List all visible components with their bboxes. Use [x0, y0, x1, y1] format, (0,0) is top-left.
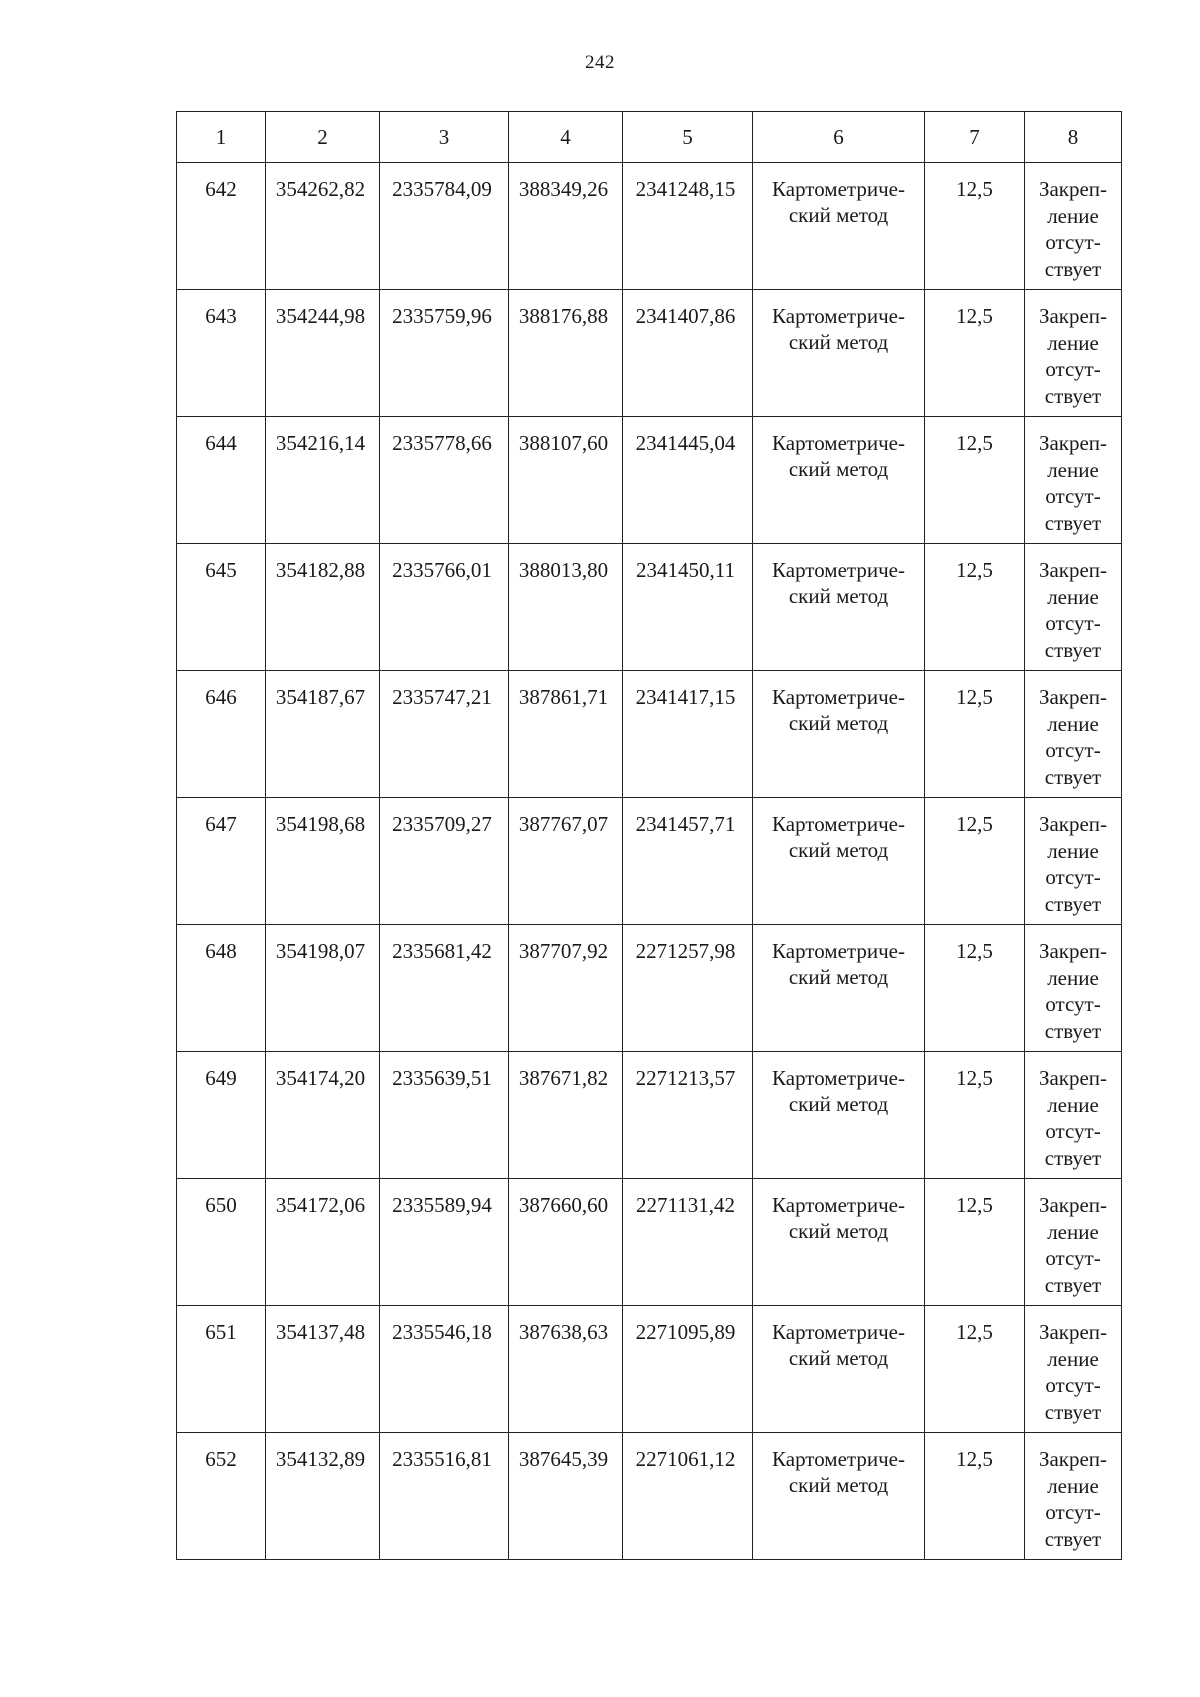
accuracy-cell: 12,5: [925, 1052, 1025, 1179]
fixation-cell-line: отсут-: [1045, 1119, 1101, 1143]
coordinate-cell-3: 2335784,09: [380, 163, 509, 290]
point-number-cell: 652: [177, 1433, 266, 1560]
coordinate-cell-4: 387707,92: [509, 925, 623, 1052]
fixation-cell-line: ствует: [1044, 891, 1102, 916]
coordinate-cell-2: 354174,20: [266, 1052, 380, 1179]
coordinate-cell-4: 387660,60: [509, 1179, 623, 1306]
point-number-cell: 648: [177, 925, 266, 1052]
coordinate-cell-3: 2335639,51: [380, 1052, 509, 1179]
coordinate-cell-5: 2341248,15: [623, 163, 753, 290]
fixation-cell-line: Закреп-: [1038, 177, 1108, 201]
table-row: [177, 163, 1122, 290]
fixation-cell-line: отсут-: [1045, 611, 1101, 635]
fixation-cell-line: отсут-: [1045, 865, 1101, 889]
coordinate-cell-3: 2335747,21: [380, 671, 509, 798]
coordinate-cell-3: 2335778,66: [380, 417, 509, 544]
method-cell-line: Картометриче-: [772, 812, 905, 836]
coordinate-cell-2: 354198,07: [266, 925, 380, 1052]
table-row: [177, 1306, 1122, 1433]
method-cell-line: ский метод: [788, 1092, 889, 1116]
point-number-cell: 651: [177, 1306, 266, 1433]
table-row: [177, 544, 1122, 671]
fixation-cell-line: ление: [1047, 838, 1099, 863]
coordinate-cell-5: 2341445,04: [623, 417, 753, 544]
fixation-cell: [1025, 544, 1122, 671]
coordinate-cell-3: 2335589,94: [380, 1179, 509, 1306]
coordinate-cell-5: 2271131,42: [623, 1179, 753, 1306]
table-row: [177, 290, 1122, 417]
table-row: [177, 671, 1122, 798]
coordinate-cell-2: 354198,68: [266, 798, 380, 925]
column-header-5: 5: [623, 112, 753, 163]
fixation-cell-line: Закреп-: [1038, 939, 1108, 963]
fixation-cell-line: ление: [1047, 1473, 1099, 1498]
accuracy-cell: 12,5: [925, 290, 1025, 417]
fixation-cell-line: ление: [1047, 330, 1099, 355]
method-cell-line: ский метод: [788, 457, 889, 481]
column-header-7: 7: [925, 112, 1025, 163]
accuracy-cell: 12,5: [925, 671, 1025, 798]
coordinate-cell-5: 2271061,12: [623, 1433, 753, 1560]
fixation-cell: [1025, 1306, 1122, 1433]
coordinate-cell-3: 2335759,96: [380, 290, 509, 417]
point-number-cell: 646: [177, 671, 266, 798]
fixation-cell-line: ление: [1047, 711, 1099, 736]
fixation-cell: [1025, 163, 1122, 290]
fixation-cell-line: ление: [1047, 203, 1099, 228]
fixation-cell-line: Закреп-: [1038, 1066, 1108, 1090]
method-cell-line: ский метод: [788, 965, 889, 989]
column-header-3: 3: [380, 112, 509, 163]
coordinate-cell-2: 354137,48: [266, 1306, 380, 1433]
coordinate-cell-3: 2335546,18: [380, 1306, 509, 1433]
method-cell-line: Картометриче-: [772, 1066, 905, 1090]
fixation-cell: [1025, 1052, 1122, 1179]
method-cell-line: Картометриче-: [772, 304, 905, 328]
coordinate-cell-2: 354216,14: [266, 417, 380, 544]
fixation-cell-line: ление: [1047, 1092, 1099, 1117]
coordinate-cell-4: 387861,71: [509, 671, 623, 798]
fixation-cell: [1025, 1433, 1122, 1560]
column-header-2: 2: [266, 112, 380, 163]
fixation-cell-line: Закреп-: [1038, 1447, 1108, 1471]
method-cell-line: Картометриче-: [772, 431, 905, 455]
fixation-cell: [1025, 798, 1122, 925]
coordinate-cell-4: 387671,82: [509, 1052, 623, 1179]
fixation-cell-line: ление: [1047, 457, 1099, 482]
table-row: [177, 1179, 1122, 1306]
table-row: [177, 798, 1122, 925]
coordinate-cell-4: 388176,88: [509, 290, 623, 417]
fixation-cell: [1025, 925, 1122, 1052]
coordinate-cell-5: 2271095,89: [623, 1306, 753, 1433]
fixation-cell-line: отсут-: [1045, 1246, 1101, 1270]
accuracy-cell: 12,5: [925, 417, 1025, 544]
fixation-cell-line: отсут-: [1045, 484, 1101, 508]
fixation-cell-line: Закреп-: [1038, 304, 1108, 328]
coordinate-cell-2: 354132,89: [266, 1433, 380, 1560]
fixation-cell-line: отсут-: [1045, 230, 1101, 254]
coordinate-cell-4: 387645,39: [509, 1433, 623, 1560]
fixation-cell-line: ствует: [1044, 1145, 1102, 1170]
method-cell: [753, 544, 925, 671]
method-cell: [753, 798, 925, 925]
coordinate-cell-5: 2271213,57: [623, 1052, 753, 1179]
coordinate-cell-2: 354182,88: [266, 544, 380, 671]
fixation-cell-line: отсут-: [1045, 738, 1101, 762]
accuracy-cell: 12,5: [925, 1179, 1025, 1306]
accuracy-cell: 12,5: [925, 1433, 1025, 1560]
coordinate-cell-5: 2341407,86: [623, 290, 753, 417]
fixation-cell-line: Закреп-: [1038, 685, 1108, 709]
fixation-cell-line: Закреп-: [1038, 812, 1108, 836]
table-row: [177, 925, 1122, 1052]
fixation-cell-line: ствует: [1044, 1018, 1102, 1043]
method-cell: [753, 290, 925, 417]
coordinate-cell-3: 2335766,01: [380, 544, 509, 671]
fixation-cell-line: отсут-: [1045, 357, 1101, 381]
method-cell: [753, 1052, 925, 1179]
method-cell-line: Картометриче-: [772, 685, 905, 709]
fixation-cell-line: отсут-: [1045, 1373, 1101, 1397]
table-body: [177, 163, 1122, 1560]
fixation-cell-line: ствует: [1044, 383, 1102, 408]
method-cell: [753, 1179, 925, 1306]
fixation-cell: [1025, 290, 1122, 417]
column-header-4: 4: [509, 112, 623, 163]
fixation-cell-line: ствует: [1044, 764, 1102, 789]
fixation-cell-line: ствует: [1044, 637, 1102, 662]
coordinate-cell-3: 2335681,42: [380, 925, 509, 1052]
method-cell-line: Картометриче-: [772, 939, 905, 963]
column-header-8: 8: [1025, 112, 1122, 163]
table-row: [177, 417, 1122, 544]
fixation-cell-line: Закреп-: [1038, 431, 1108, 455]
table-row: [177, 1052, 1122, 1179]
method-cell: [753, 417, 925, 544]
point-number-cell: 644: [177, 417, 266, 544]
method-cell-line: ский метод: [788, 838, 889, 862]
accuracy-cell: 12,5: [925, 163, 1025, 290]
coordinate-cell-3: 2335516,81: [380, 1433, 509, 1560]
point-number-cell: 649: [177, 1052, 266, 1179]
accuracy-cell: 12,5: [925, 544, 1025, 671]
coordinate-cell-3: 2335709,27: [380, 798, 509, 925]
method-cell: [753, 163, 925, 290]
fixation-cell-line: ление: [1047, 584, 1099, 609]
column-header-1: 1: [177, 112, 266, 163]
fixation-cell-line: ление: [1047, 1346, 1099, 1371]
method-cell-line: ский метод: [788, 203, 889, 227]
coordinate-cell-2: 354244,98: [266, 290, 380, 417]
fixation-cell: [1025, 417, 1122, 544]
coordinate-cell-2: 354262,82: [266, 163, 380, 290]
fixation-cell: [1025, 1179, 1122, 1306]
coordinate-cell-4: 388013,80: [509, 544, 623, 671]
fixation-cell-line: Закреп-: [1038, 558, 1108, 582]
method-cell-line: Картометриче-: [772, 558, 905, 582]
accuracy-cell: 12,5: [925, 1306, 1025, 1433]
table-header: [177, 112, 1122, 163]
method-cell-line: ский метод: [788, 1346, 889, 1370]
method-cell-line: Картометриче-: [772, 1193, 905, 1217]
fixation-cell-line: ствует: [1044, 256, 1102, 281]
method-cell-line: ский метод: [788, 1219, 889, 1243]
method-cell: [753, 1433, 925, 1560]
fixation-cell-line: ствует: [1044, 1526, 1102, 1551]
coordinate-cell-4: 387767,07: [509, 798, 623, 925]
coordinate-cell-4: 387638,63: [509, 1306, 623, 1433]
method-cell-line: Картометриче-: [772, 1447, 905, 1471]
coordinate-cell-2: 354187,67: [266, 671, 380, 798]
fixation-cell-line: ствует: [1044, 510, 1102, 535]
fixation-cell-line: Закреп-: [1038, 1193, 1108, 1217]
fixation-cell-line: ление: [1047, 965, 1099, 990]
method-cell-line: ский метод: [788, 330, 889, 354]
fixation-cell-line: отсут-: [1045, 992, 1101, 1016]
accuracy-cell: 12,5: [925, 798, 1025, 925]
accuracy-cell: 12,5: [925, 925, 1025, 1052]
point-number-cell: 642: [177, 163, 266, 290]
fixation-cell-line: Закреп-: [1038, 1320, 1108, 1344]
coordinate-cell-4: 388349,26: [509, 163, 623, 290]
coordinate-cell-2: 354172,06: [266, 1179, 380, 1306]
column-header-6: 6: [753, 112, 925, 163]
point-number-cell: 650: [177, 1179, 266, 1306]
point-number-cell: 643: [177, 290, 266, 417]
fixation-cell-line: ствует: [1044, 1272, 1102, 1297]
coordinate-cell-5: 2341450,11: [623, 544, 753, 671]
coordinate-cell-5: 2271257,98: [623, 925, 753, 1052]
fixation-cell-line: ление: [1047, 1219, 1099, 1244]
method-cell-line: Картометриче-: [772, 1320, 905, 1344]
point-number-cell: 645: [177, 544, 266, 671]
coordinate-cell-5: 2341457,71: [623, 798, 753, 925]
header-row: [177, 112, 1122, 163]
method-cell-line: ский метод: [788, 584, 889, 608]
fixation-cell-line: ствует: [1044, 1399, 1102, 1424]
coordinates-table: [176, 111, 1122, 1560]
coordinate-cell-4: 388107,60: [509, 417, 623, 544]
point-number-cell: 647: [177, 798, 266, 925]
method-cell-line: Картометриче-: [772, 177, 905, 201]
coordinate-cell-5: 2341417,15: [623, 671, 753, 798]
method-cell-line: ский метод: [788, 1473, 889, 1497]
method-cell: [753, 671, 925, 798]
method-cell-line: ский метод: [788, 711, 889, 735]
fixation-cell-line: отсут-: [1045, 1500, 1101, 1524]
method-cell: [753, 925, 925, 1052]
method-cell: [753, 1306, 925, 1433]
page-number: 242: [585, 52, 615, 73]
table-row: [177, 1433, 1122, 1560]
fixation-cell: [1025, 671, 1122, 798]
